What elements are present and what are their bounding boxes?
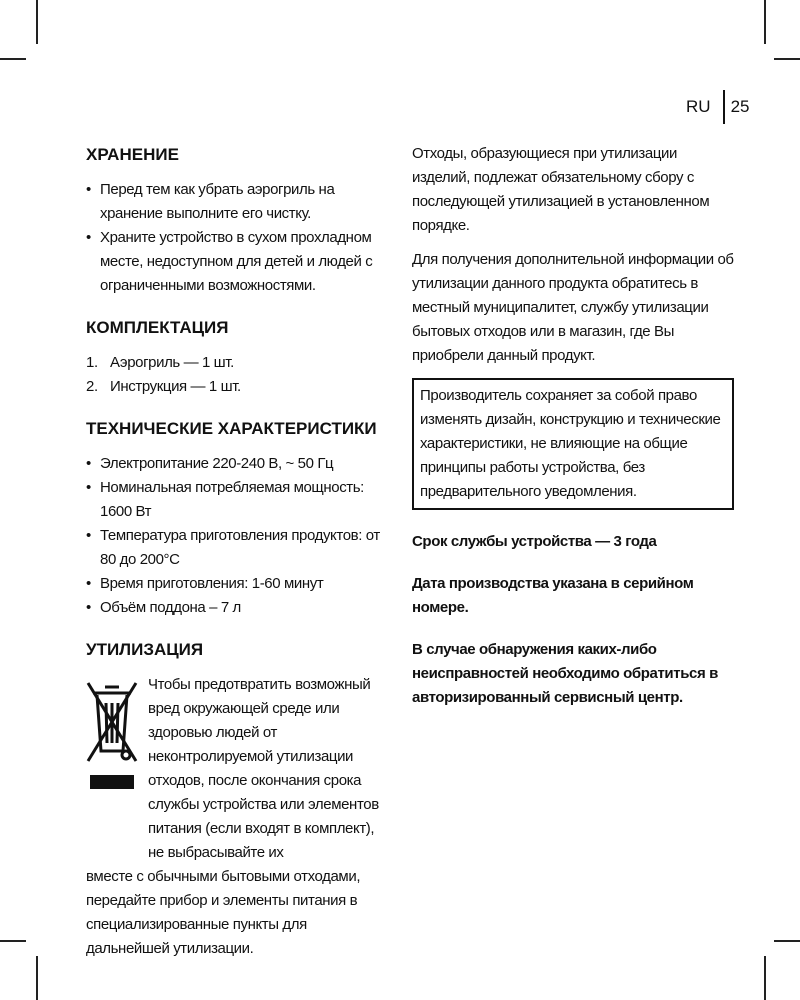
- left-column: [86, 142, 386, 961]
- specs-heading: ТЕХНИЧЕСКИЕ ХАРАКТЕРИСТИКИ: [86, 419, 377, 438]
- specs-list: [86, 452, 386, 620]
- crop-mark: [764, 0, 766, 44]
- list-text: Инструкция — 1 шт.: [110, 378, 241, 395]
- header-divider: [723, 90, 725, 124]
- crop-mark: [774, 940, 800, 942]
- notice-box: [412, 378, 734, 510]
- service-notice: В случае обнаружения каких-либо неисправностей необходимо обратиться в авторизированный сервисный центр.: [412, 641, 718, 706]
- waste-paragraph: Отходы, образующиеся при утилизации изделий, подлежат обязательному сбору с последующей утилизацией в установленном порядке.: [412, 145, 710, 234]
- language-code: RU: [686, 97, 711, 116]
- disposal-heading: УТИЛИЗАЦИЯ: [86, 640, 204, 659]
- crop-mark: [0, 58, 26, 60]
- list-text: Аэрогриль — 1 шт.: [110, 354, 234, 371]
- disposal-text: Чтобы предотвратить возможный вред окружающей среде или здоровью людей от неконтролируемой утилизации отходов, после окончания срока службы устройства или элементов питания (если входят в комплект), не выбрасывайте их: [148, 676, 379, 861]
- list-item: • Температура приготовления продуктов: от 80 до 200°С: [86, 524, 386, 572]
- package-heading: КОМПЛЕКТАЦИЯ: [86, 318, 229, 337]
- crossed-bin-icon: [86, 679, 148, 865]
- package-list: [86, 351, 386, 399]
- list-number: 2.: [86, 378, 98, 395]
- list-number: 1.: [86, 354, 98, 371]
- list-item: • Храните устройство в сухом прохладном месте, недоступном для детей и людей с ограниченными возможностями.: [86, 226, 386, 298]
- list-item: • Электропитание 220-240 В, ~ 50 Гц: [86, 452, 386, 476]
- storage-list: [86, 178, 386, 298]
- list-item: • Номинальная потребляемая мощность: 1600 Вт: [86, 476, 386, 524]
- storage-heading: ХРАНЕНИЕ: [86, 145, 179, 164]
- crop-mark: [774, 58, 800, 60]
- list-item: [86, 351, 386, 375]
- production-date: Дата производства указана в серийном номере.: [412, 575, 694, 616]
- info-paragraph: Для получения дополнительной информации об утилизации данного продукта обратитесь в местный муниципалитет, службу утилизации бытовых отходов или в магазин, где Вы приобрели данный продукт.: [412, 251, 734, 364]
- notice-text: Производитель сохраняет за собой право изменять дизайн, конструкцию и технические характеристики, не влияющие на общие принципы работы устройства, без предварительного уведомления.: [420, 387, 721, 500]
- disposal-block: [86, 673, 386, 865]
- crop-mark: [764, 956, 766, 1000]
- page-header: [686, 92, 749, 122]
- disposal-text-continued: вместе с обычными бытовыми отходами, передайте прибор и элементы питания в специализированные пункты для дальнейшей утилизации.: [86, 868, 361, 957]
- list-item: • Перед тем как убрать аэрогриль на хранение выполните его чистку.: [86, 178, 386, 226]
- crop-mark: [36, 0, 38, 44]
- crop-mark: [0, 940, 26, 942]
- crop-mark: [36, 956, 38, 1000]
- list-item: • Объём поддона – 7 л: [86, 596, 386, 620]
- right-column: [412, 142, 734, 710]
- service-life: Срок службы устройства — 3 года: [412, 533, 657, 550]
- list-item: [86, 375, 386, 399]
- page-number: 25: [730, 97, 750, 116]
- list-item: • Время приготовления: 1-60 минут: [86, 572, 386, 596]
